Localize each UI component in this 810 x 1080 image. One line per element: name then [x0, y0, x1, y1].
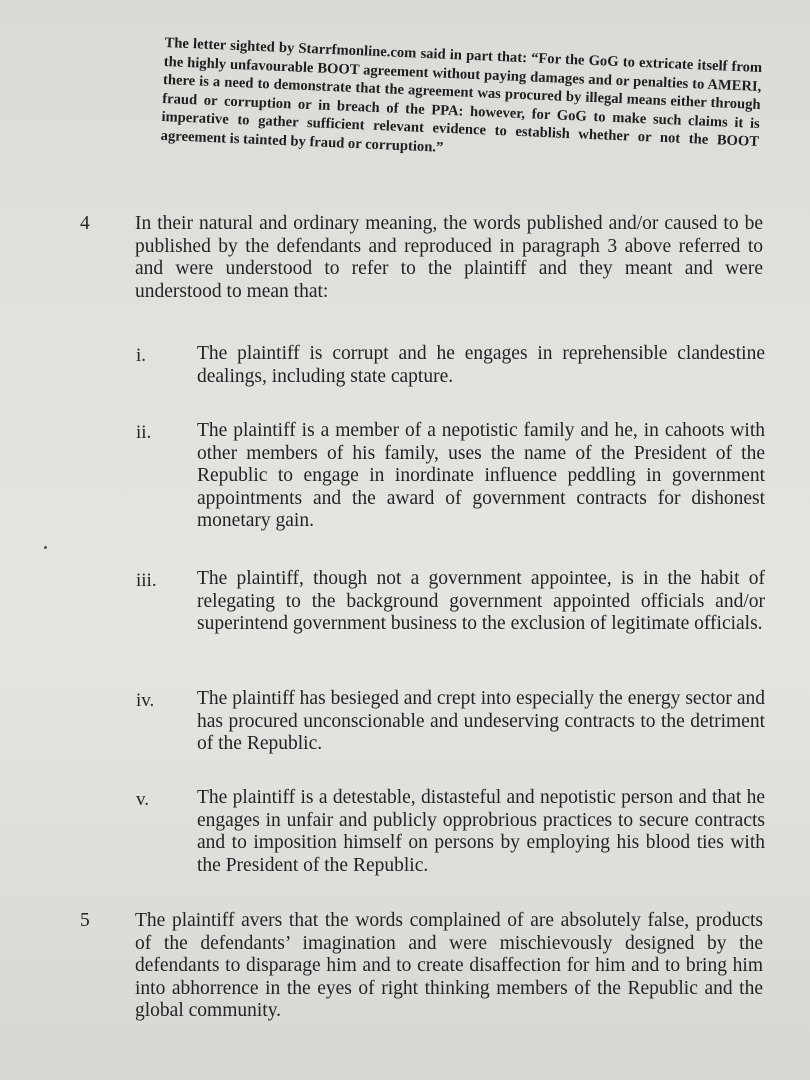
item-iii-text: The plaintiff, though not a government appointee, is in the habit of relegating to the background government appointed officials and/or superintend government business to the exclusion of legitimate officials. [197, 568, 765, 634]
item-ii-text: The plaintiff is a member of a nepotistic family and he, in cahoots with other members of his family, uses the name of the President of the Republic to engage in inordinate influence peddling in government appointments and the award of government contracts for dishonest monetary gain. [197, 420, 765, 531]
item-numeral-v: v. [136, 789, 150, 810]
quoted-letter-block: The letter sighted by Starrfmonline.com said in part that: “For the GoG to extricate itself from the highly unfavourable BOOT agreement without paying damages and or penalties to AMERI, there is a need to demonstrate that the agreement was procured by illegal means either through fraud or corruption or in breach of the PPA: however, for GoG to make such claims it is imperative to gather sufficient relevant evidence to establish whether or not the BOOT agreement is tainted by fraud or corruption.” [160, 34, 763, 156]
paragraph-5-text: The plaintiff avers that the words complained of are absolutely false, products of the defendants’ imagination and were mischievously designed by the defendants to disparage him and to create disaffection for him and to bring him into abhorrence in the eyes of right thinking members of the Republic and the global community. [135, 910, 763, 1021]
item-iv-text: The plaintiff has besieged and crept into especially the energy sector and has procured unconscionable and undeserving contracts to the detriment of the Republic. [197, 688, 765, 754]
paragraph-number-4: 4 [80, 213, 90, 234]
item-numeral-i: i. [136, 345, 147, 366]
paragraph-number-5: 5 [80, 910, 90, 931]
item-numeral-iii: iii. [136, 570, 157, 591]
item-numeral-ii: ii. [136, 422, 152, 443]
item-i-text: The plaintiff is corrupt and he engages in reprehensible clandestine dealings, including state capture. [197, 343, 765, 387]
margin-speck [44, 546, 47, 549]
item-v-text: The plaintiff is a detestable, distasteful and nepotistic person and that he engages in unfair and publicly opprobrious practices to secure contracts and to imposition himself on persons by employing his blood ties with the President of the Republic. [197, 787, 765, 876]
paragraph-4-text: In their natural and ordinary meaning, the words published and/or caused to be published by the defendants and reproduced in paragraph 3 above referred to and were understood to refer to the plaintiff and they meant and were understood to mean that: [135, 213, 763, 302]
item-numeral-iv: iv. [136, 690, 155, 711]
